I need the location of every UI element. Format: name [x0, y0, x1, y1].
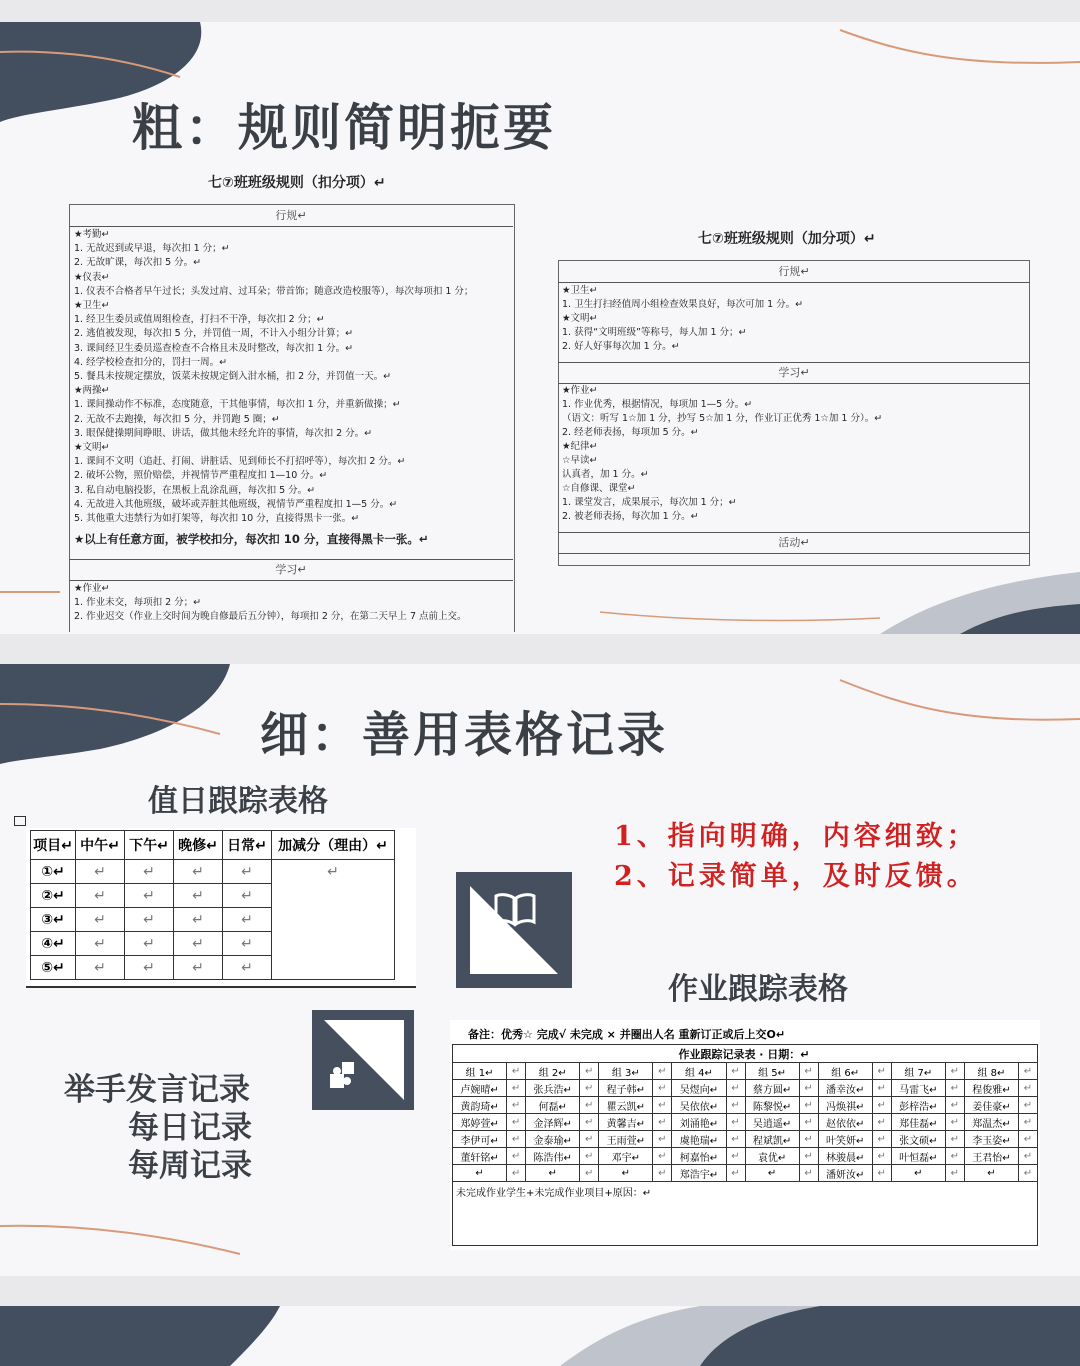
table-row — [453, 1097, 1038, 1114]
student-name-cell: 郑浩宇↵ — [672, 1165, 726, 1182]
row-label-cell: ②↵ — [31, 884, 76, 908]
rule-line: （语文：听写 1☆加 1 分，抄写 5☆加 1 分，作业订正优秀 1☆加 1 分）。↵ — [562, 413, 883, 424]
student-name-cell: 李玉姿↵ — [964, 1131, 1018, 1148]
mark-cell: ↵ — [1019, 1114, 1038, 1131]
mark-cell: ↵ — [653, 1165, 672, 1182]
mark-cell: ↵ — [799, 1063, 818, 1080]
group-header-cell: 组 5↵ — [745, 1063, 799, 1080]
section-header-conduct: 行规↵ — [69, 206, 513, 227]
book-icon — [456, 872, 572, 988]
table-header-row — [31, 831, 395, 860]
rule-line: 5. 其他重大违禁行为如打架等，每次扣 10 分，直接得黑卡一张。↵ — [74, 513, 360, 524]
student-name-cell: ↵ — [526, 1165, 580, 1182]
student-name-cell: 吴依依↵ — [672, 1097, 726, 1114]
rule-line: 2. 作业迟交（作业上交时间为晚自修最后五分钟），每项扣 2 分，在第二天早上 7 点前上交。 — [74, 611, 467, 622]
mark-cell: ↵ — [799, 1114, 818, 1131]
table-cell: ↵ — [223, 956, 272, 980]
mark-cell: ↵ — [872, 1097, 891, 1114]
mark-cell: ↵ — [1019, 1131, 1038, 1148]
table-header-cell: 中午↵ — [76, 831, 125, 860]
mark-cell: ↵ — [507, 1063, 526, 1080]
slide-tables — [0, 664, 1080, 1276]
rule-line: 3. 课间经卫生委员巡查检查不合格且未及时整改，每次扣 1 分。↵ — [74, 342, 354, 354]
student-name-cell: 郑婷萱↵ — [453, 1114, 507, 1131]
mark-cell: ↵ — [1019, 1148, 1038, 1165]
table-cell: ↵ — [125, 932, 174, 956]
mark-cell: ↵ — [507, 1114, 526, 1131]
table-cell: ↵ — [174, 860, 223, 884]
mark-cell: ↵ — [945, 1063, 964, 1080]
table-cell: ↵ — [125, 908, 174, 932]
hand-record-line-2: 每日记录 — [128, 1110, 252, 1146]
student-name-cell: 陈浩伟↵ — [526, 1148, 580, 1165]
rule-line: ★卫生↵ — [74, 300, 110, 311]
student-name-cell: 袁优↵ — [745, 1148, 799, 1165]
rule-line: 1. 课间不文明（追赶、打闹、讲脏话、见到师长不打招呼等），每次扣 2 分。↵ — [74, 456, 406, 468]
mark-cell: ↵ — [726, 1080, 745, 1097]
rule-line: 1. 无故迟到或早退，每次扣 1 分；↵ — [74, 243, 230, 255]
rule-line: 1. 获得“文明班级”等称号，每人加 1 分；↵ — [562, 327, 747, 338]
note-line-2: 2、记录简单，及时反馈。 — [614, 861, 978, 892]
mark-cell: ↵ — [799, 1097, 818, 1114]
group-header-cell: 组 2↵ — [526, 1063, 580, 1080]
student-name-cell: 郑温杰↵ — [964, 1114, 1018, 1131]
mark-cell: ↵ — [726, 1165, 745, 1182]
group-header-cell: 组 7↵ — [891, 1063, 945, 1080]
row-label-cell: ③↵ — [31, 908, 76, 932]
mark-cell: ↵ — [726, 1131, 745, 1148]
student-name-cell: 吴煜向↵ — [672, 1080, 726, 1097]
group-header-cell: 组 3↵ — [599, 1063, 653, 1080]
mark-cell: ↵ — [653, 1114, 672, 1131]
table-cell: ↵ — [223, 908, 272, 932]
rule-line: 4. 经学校检查扣分的，罚扫一周。↵ — [74, 356, 228, 368]
table-cell: ↵ — [223, 860, 272, 884]
table-header-row — [453, 1063, 1038, 1080]
slide-decoration — [0, 1306, 1080, 1366]
student-name-cell: ↵ — [453, 1165, 507, 1182]
student-name-cell: 陈黎悦↵ — [745, 1097, 799, 1114]
table-row — [453, 1131, 1038, 1148]
section-header-study: 学习↵ — [69, 559, 513, 581]
table-cell: ↵ — [76, 860, 125, 884]
section-header-study: 学习↵ — [558, 362, 1030, 384]
book-icon-box — [456, 872, 572, 988]
rule-line: ★文明↵ — [74, 442, 110, 453]
mark-cell: ↵ — [507, 1165, 526, 1182]
document-title: 七⑦班班级规则（加分项）↵ — [698, 231, 876, 247]
slide-rules — [0, 22, 1080, 634]
table-cell: ↵ — [76, 932, 125, 956]
mark-cell: ↵ — [653, 1148, 672, 1165]
mark-cell: ↵ — [945, 1114, 964, 1131]
mark-cell: ↵ — [507, 1148, 526, 1165]
rule-line: 1. 作业未交，每项扣 2 分；↵ — [74, 597, 202, 608]
mark-cell: ↵ — [1019, 1165, 1038, 1182]
student-name-cell: 李伊可↵ — [453, 1131, 507, 1148]
student-name-cell: 何磊↵ — [526, 1097, 580, 1114]
homework-table-footer: 未完成作业学生+未完成作业项目+原因：↵ — [456, 1188, 652, 1199]
group-header-cell: 组 1↵ — [453, 1063, 507, 1080]
student-name-cell: 冯焕祺↵ — [818, 1097, 872, 1114]
mark-cell: ↵ — [580, 1114, 599, 1131]
puzzle-icon-box — [312, 1010, 414, 1110]
mark-cell: ↵ — [945, 1080, 964, 1097]
rule-line: 1. 课堂发言，成果展示，每次加 1 分；↵ — [562, 497, 737, 508]
student-name-cell: 马雷飞↵ — [891, 1080, 945, 1097]
table-row — [453, 1148, 1038, 1165]
table-header-cell: 加减分（理由）↵ — [272, 831, 395, 860]
mark-cell: ↵ — [580, 1080, 599, 1097]
document-title: 七⑦班班级规则（扣分项）↵ — [208, 175, 386, 191]
rule-line: 认真者，加 1 分。↵ — [562, 469, 649, 480]
table-cell: ↵ — [76, 908, 125, 932]
reason-cell: ↵ — [272, 860, 395, 980]
table-row — [453, 1114, 1038, 1131]
table-cell: ↵ — [174, 932, 223, 956]
hand-record-line-3: 每周记录 — [128, 1148, 252, 1184]
row-label-cell: ④↵ — [31, 932, 76, 956]
rule-line: 2. 逃值被发现，每次扣 5 分，并罚值一周，不计入小组分计算；↵ — [74, 328, 354, 340]
table-header-cell: 晚修↵ — [174, 831, 223, 860]
table-row — [453, 1165, 1038, 1182]
rule-line: 1. 卫生打扫经值周小组检查效果良好，每次可加 1 分。↵ — [562, 299, 804, 310]
table-cell: ↵ — [76, 884, 125, 908]
mark-cell: ↵ — [726, 1148, 745, 1165]
mark-cell: ↵ — [872, 1148, 891, 1165]
table-cell: ↵ — [125, 884, 174, 908]
mark-cell: ↵ — [726, 1114, 745, 1131]
mark-cell: ↵ — [799, 1165, 818, 1182]
student-name-cell: 张文硕↵ — [891, 1131, 945, 1148]
student-name-cell: 程斌凯↵ — [745, 1131, 799, 1148]
rule-line: ★卫生↵ — [562, 285, 598, 296]
table-cell: ↵ — [174, 884, 223, 908]
duty-table-bottom-rule — [26, 986, 416, 988]
rule-line: ★纪律↵ — [562, 441, 598, 452]
student-name-cell: 赵依依↵ — [818, 1114, 872, 1131]
student-name-cell: 吴逍遥↵ — [745, 1114, 799, 1131]
group-header-cell: 组 4↵ — [672, 1063, 726, 1080]
section-header-conduct: 行规↵ — [558, 262, 1030, 283]
mark-cell: ↵ — [799, 1080, 818, 1097]
table-cell: ↵ — [223, 932, 272, 956]
mark-cell: ↵ — [799, 1131, 818, 1148]
mark-cell: ↵ — [872, 1080, 891, 1097]
puzzle-icon — [312, 1010, 414, 1110]
student-name-cell: 黄韵琦↵ — [453, 1097, 507, 1114]
student-name-cell: 黄馨吉↵ — [599, 1114, 653, 1131]
rule-line: ★以上有任意方面，被学校扣分，每次扣 10 分，直接得黑卡一张。↵ — [74, 532, 429, 547]
student-name-cell: 潘幸汝↵ — [818, 1080, 872, 1097]
student-name-cell: 虞艳瑞↵ — [672, 1131, 726, 1148]
student-name-cell: 叶恒磊↵ — [891, 1148, 945, 1165]
student-name-cell: 程子韩↵ — [599, 1080, 653, 1097]
mark-cell: ↵ — [945, 1148, 964, 1165]
student-name-cell: 邓宇↵ — [599, 1148, 653, 1165]
mark-cell: ↵ — [507, 1080, 526, 1097]
homework-note: 备注：优秀☆ 完成√ 未完成 × 并圈出人名 重新订正或后上交O↵ — [468, 1028, 786, 1041]
table-cell: ↵ — [125, 956, 174, 980]
table-header-cell: 日常↵ — [223, 831, 272, 860]
mark-cell: ↵ — [580, 1131, 599, 1148]
rule-line: 1. 经卫生委员或值周组检查，打扫不干净，每次扣 2 分；↵ — [74, 314, 325, 326]
table-row — [453, 1080, 1038, 1097]
student-name-cell: 林骏晨↵ — [818, 1148, 872, 1165]
rule-line: 1. 课间操动作不标准，态度随意，干其他事情，每次扣 1 分，并重新做操；↵ — [74, 399, 401, 411]
rules-bonus-document — [556, 212, 1036, 572]
rule-line: ★两操↵ — [74, 385, 110, 397]
student-name-cell: 瞿云凯↵ — [599, 1097, 653, 1114]
duty-tracking-table — [30, 830, 395, 980]
student-name-cell: 卢婉晴↵ — [453, 1080, 507, 1097]
group-header-cell: 组 8↵ — [964, 1063, 1018, 1080]
mark-cell: ↵ — [799, 1148, 818, 1165]
table-header-cell: 下午↵ — [125, 831, 174, 860]
homework-tracking-table — [452, 1062, 1038, 1182]
student-name-cell: ↵ — [599, 1165, 653, 1182]
table-row — [31, 860, 395, 884]
rule-line: 3. 眼保健操期间睁眼、讲话，做其他未经允许的事情，每次扣 2 分。↵ — [74, 427, 373, 439]
mark-cell: ↵ — [653, 1080, 672, 1097]
hand-record-line-1: 举手发言记录 — [64, 1072, 250, 1108]
mark-cell: ↵ — [653, 1097, 672, 1114]
rule-line: 4. 无故进入其他班级，破坏或弄脏其他班级，视情节严重程度扣 1—5 分。↵ — [74, 498, 398, 510]
student-name-cell: 王雨萱↵ — [599, 1131, 653, 1148]
rule-line: ★文明↵ — [562, 313, 598, 324]
row-label-cell: ①↵ — [31, 860, 76, 884]
rule-line: 1. 仪表不合格者早午过长；头发过肩、过耳朵；带首饰；随意改造校服等），每次每项扣 1 分； — [74, 285, 474, 297]
mark-cell: ↵ — [1019, 1063, 1038, 1080]
slide-title: 粗：规则简明扼要 — [132, 99, 556, 157]
rule-line: 2. 破坏公物，照价赔偿，并视情节严重程度扣 1—10 分。↵ — [74, 470, 328, 482]
rule-line: ★考勤↵ — [74, 229, 110, 240]
student-name-cell: 彭梓浩↵ — [891, 1097, 945, 1114]
rule-line: 2. 经老师表扬，每项加 5 分。↵ — [562, 427, 699, 438]
student-name-cell: 金泰瑜↵ — [526, 1131, 580, 1148]
mark-cell: ↵ — [653, 1063, 672, 1080]
group-header-cell: 组 6↵ — [818, 1063, 872, 1080]
student-name-cell: 董轩铭↵ — [453, 1148, 507, 1165]
slide-next-partial — [0, 1306, 1080, 1366]
rule-line: ★作业↵ — [74, 583, 110, 594]
table-anchor-icon — [14, 816, 26, 826]
table-cell: ↵ — [223, 884, 272, 908]
rule-line: 2. 好人好事每次加 1 分。↵ — [562, 341, 680, 352]
mark-cell: ↵ — [945, 1131, 964, 1148]
mark-cell: ↵ — [507, 1097, 526, 1114]
homework-table-caption: 作业跟踪记录表 · 日期：↵ — [678, 1048, 810, 1061]
student-name-cell: ↵ — [891, 1165, 945, 1182]
student-name-cell: 叶笑妍↵ — [818, 1131, 872, 1148]
student-name-cell: 刘涌艳↵ — [672, 1114, 726, 1131]
mark-cell: ↵ — [653, 1131, 672, 1148]
mark-cell: ↵ — [1019, 1080, 1038, 1097]
student-name-cell: 蔡方圆↵ — [745, 1080, 799, 1097]
mark-cell: ↵ — [872, 1131, 891, 1148]
rule-line: 1. 作业优秀，根据情况，每项加 1—5 分。↵ — [562, 399, 753, 410]
student-name-cell: 柯嘉怡↵ — [672, 1148, 726, 1165]
student-name-cell: ↵ — [964, 1165, 1018, 1182]
homework-table-title: 作业跟踪表格 — [668, 972, 848, 1007]
rule-line: ★作业↵ — [562, 385, 598, 396]
mark-cell: ↵ — [580, 1063, 599, 1080]
slide-title: 细：善用表格记录 — [260, 707, 669, 763]
rule-line: 5. 餐具未按规定摆放，饭菜未按规定倒入泔水桶，扣 2 分，并罚值一天。↵ — [74, 371, 392, 382]
mark-cell: ↵ — [1019, 1097, 1038, 1114]
section-header-activity: 活动↵ — [558, 532, 1030, 554]
mark-cell: ↵ — [945, 1097, 964, 1114]
table-cell: ↵ — [174, 908, 223, 932]
student-name-cell: 潘妍汝↵ — [818, 1165, 872, 1182]
rule-line: ★仪表↵ — [74, 271, 110, 283]
mark-cell: ↵ — [872, 1063, 891, 1080]
mark-cell: ↵ — [580, 1097, 599, 1114]
rule-line: 2. 无故不去跑操，每次扣 5 分，并罚跑 5 圈；↵ — [74, 413, 280, 425]
table-header-cell: 项目↵ — [31, 831, 76, 860]
rule-line: ☆早读↵ — [562, 455, 598, 466]
rule-line: 2. 被老师表扬，每次加 1 分。↵ — [562, 511, 699, 522]
mark-cell: ↵ — [580, 1165, 599, 1182]
mark-cell: ↵ — [872, 1114, 891, 1131]
mark-cell: ↵ — [872, 1165, 891, 1182]
student-name-cell: 姜佳豪↵ — [964, 1097, 1018, 1114]
rule-line: 3. 私自动电脑投影，在黑板上乱涂乱画，每次扣 5 分。↵ — [74, 484, 316, 496]
rule-line: ☆自修课、课堂↵ — [562, 483, 636, 494]
note-line-1: 1、指向明确，内容细致； — [614, 821, 978, 852]
table-cell: ↵ — [125, 860, 174, 884]
student-name-cell: 王君怡↵ — [964, 1148, 1018, 1165]
student-name-cell: 程俊雅↵ — [964, 1080, 1018, 1097]
mark-cell: ↵ — [507, 1131, 526, 1148]
duty-table-title: 值日跟踪表格 — [148, 784, 328, 819]
rule-line: 2. 无故旷课，每次扣 5 分。↵ — [74, 257, 202, 269]
student-name-cell: ↵ — [745, 1165, 799, 1182]
table-cell: ↵ — [76, 956, 125, 980]
rules-deduction-document — [56, 162, 526, 632]
student-name-cell: 郑佳磊↵ — [891, 1114, 945, 1131]
row-label-cell: ⑤↵ — [31, 956, 76, 980]
table-cell: ↵ — [174, 956, 223, 980]
mark-cell: ↵ — [580, 1148, 599, 1165]
mark-cell: ↵ — [726, 1097, 745, 1114]
mark-cell: ↵ — [726, 1063, 745, 1080]
student-name-cell: 金泽辉↵ — [526, 1114, 580, 1131]
mark-cell: ↵ — [945, 1165, 964, 1182]
student-name-cell: 张兵浩↵ — [526, 1080, 580, 1097]
